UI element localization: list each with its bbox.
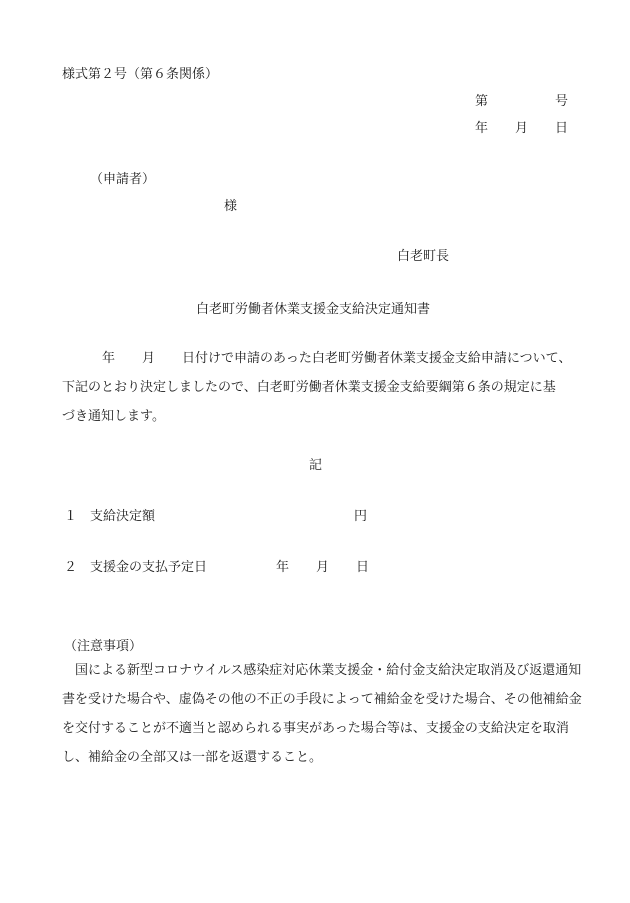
doc-number-suffix: 号	[555, 94, 569, 109]
item-1-number: １	[64, 509, 78, 524]
notes-heading: （注意事項）	[64, 639, 143, 654]
item-2-day: 日	[356, 560, 370, 575]
doc-date-month: 月	[515, 121, 529, 136]
item-1-unit: 円	[354, 509, 368, 524]
item-1-label: 支給決定額	[90, 509, 156, 524]
body-date-year: 年	[102, 351, 116, 366]
body-line2: 下記のとおり決定しましたので、白老町労働者休業支援金支給要綱第６条の規定に基	[62, 380, 556, 395]
honorific: 様	[224, 199, 238, 214]
form-label: 様式第２号（第６条関係）	[62, 67, 219, 82]
body-line3: づき通知します。	[62, 409, 165, 424]
item-2-year: 年	[276, 560, 290, 575]
item-2-number: ２	[64, 560, 78, 575]
doc-date-day: 日	[555, 121, 569, 136]
item-2-label: 支援金の支払予定日	[90, 560, 208, 575]
applicant-label: （申請者）	[90, 172, 156, 187]
doc-number-prefix: 第	[475, 94, 489, 109]
document-title: 白老町労働者休業支援金支給決定通知書	[196, 302, 431, 317]
body-paragraph	[62, 344, 582, 431]
notes-text: 国による新型コロナウイルス感染症対応休業支援金・給付金支給決定取消及び返還通知書を受けた場合や、虚偽その他の不正の手段によって補給金を受けた場合、その他補給金を交付することが不適当と認められる事実があった場合等は、支援金の支給決定を取消し、補給金の全部又は一部を返還すること。	[62, 663, 582, 765]
issuer: 白老町長	[397, 249, 450, 264]
body-date-month: 月	[142, 351, 156, 366]
item-2-month: 月	[316, 560, 330, 575]
body-line1: 日付けで申請のあった白老町労働者休業支援金支給申請について、	[182, 351, 572, 366]
ki-heading: 記	[309, 458, 323, 473]
doc-date-year: 年	[475, 121, 489, 136]
